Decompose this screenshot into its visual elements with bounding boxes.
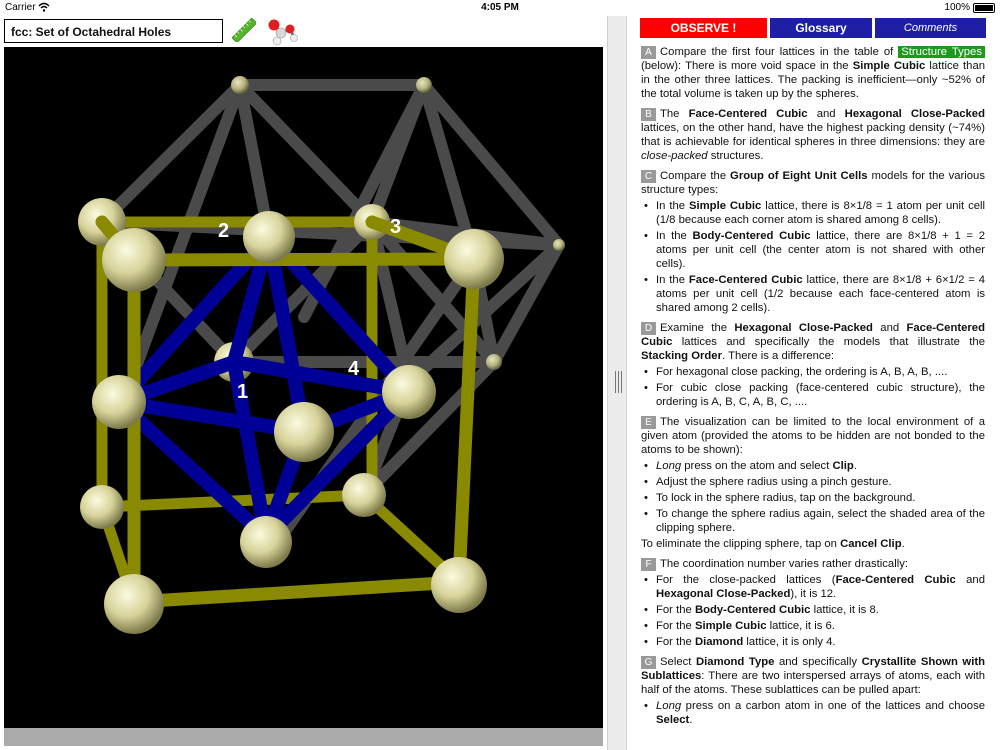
- tag-f: F: [641, 558, 656, 571]
- hole-label-4: 4: [348, 358, 360, 380]
- list-item: • Adjust the sphere radius using a pinch gesture.: [641, 475, 985, 489]
- hole-label-3: 3: [390, 216, 402, 238]
- carrier-label: Carrier: [5, 2, 36, 13]
- molecule-icon[interactable]: [264, 17, 298, 47]
- list-item: • For the Simple Cubic lattice, it is 6.: [641, 619, 985, 633]
- lattice-model[interactable]: [4, 47, 603, 728]
- list-item: • For cubic close packing (face-centered cubic structure), the ordering is A, B, C, A, B, C, ....: [641, 381, 985, 409]
- 3d-viewport[interactable]: [4, 47, 603, 728]
- glossary-button[interactable]: Glossary: [770, 18, 872, 38]
- hole-label-1: 1: [237, 381, 249, 403]
- nav-buttons: [640, 18, 986, 38]
- paragraph-a: A Compare the first four lattices in the table of Structure Types (below): There is more void space in the Simple Cubic lattice than in the other three lattices. The packing is inefficient—only ~52% of the total volume is taken up by the spheres.: [641, 46, 986, 100]
- list-item: • In the Body-Centered Cubic lattice, there are 8×1/8 + 1 = 2 atoms per unit cell (the center atom is not shared with other cells).: [641, 229, 985, 271]
- tag-a: A: [641, 46, 656, 59]
- observe-button[interactable]: OBSERVE !: [640, 18, 767, 38]
- tag-d: D: [641, 322, 656, 335]
- structure-types-link[interactable]: Structure Types: [898, 46, 985, 58]
- list-item: • In the Simple Cubic lattice, there is 8×1/8 = 1 atom per unit cell (1/8 because each corner atom is shared among 8 cells).: [641, 199, 985, 227]
- split-divider[interactable]: [607, 16, 627, 750]
- paragraph-g: G Select Diamond Type and specifically Crystallite Shown with Sublattices: There are two interspersed arrays of atoms, each with half of the atoms. These sublattices can be pulled apart: • Long press on a carbon atom in one of the lattices and choose Select.: [641, 655, 985, 727]
- list-item: • For hexagonal close packing, the ordering is A, B, A, B, ....: [641, 365, 985, 379]
- list-item: • For the Body-Centered Cubic lattice, it is 8.: [641, 603, 985, 617]
- tag-e: E: [641, 416, 656, 429]
- paragraph-b: B The Face-Centered Cubic and Hexagonal Close-Packed lattices, on the other hand, have the highest packing density (~74%) that is achievable for identical spheres in three dimensions: they are close-packed structures.: [641, 108, 985, 162]
- list-item: • For the Diamond lattice, it is only 4.: [641, 635, 985, 649]
- tag-c: C: [641, 170, 656, 183]
- observe-content: [641, 45, 985, 733]
- tag-g: G: [641, 656, 656, 669]
- tag-b: B: [641, 108, 656, 121]
- viewer-pane: [0, 16, 607, 750]
- list-item: • To change the sphere radius again, select the shaded area of the clipping sphere.: [641, 507, 985, 535]
- paragraph-c: C Compare the Group of Eight Unit Cells models for the various structure types: • In the Simple Cubic lattice, there is 8×1/8 = 1 atom per unit cell (1/8 because each corner atom is shared among 8 cells). • In the Body-Centered Cubic lattice, there are 8×1/8 + 1 = 2 atoms per unit cell (the center atom is not shared with other cells). • In the Face-Centered Cubic lattice, there are 8×1/8 + 6×1/2 = 4 atoms per unit cell (1/2 because each face-centered atom is shared among 2 cells).: [641, 169, 985, 315]
- paragraph-d: D Examine the Hexagonal Close-Packed and Face-Centered Cubic lattices and specifically the models that illustrate the Stacking Order. There is a difference: • For hexagonal close packing, the ordering is A, B, A, B, .... • For cubic close packing (face-centered cubic structure), the ordering is A, B, C, A, B, C, ....: [641, 321, 985, 409]
- ruler-icon[interactable]: [232, 18, 256, 42]
- battery-percent: 100%: [944, 2, 970, 13]
- grip-icon[interactable]: [613, 371, 623, 393]
- model-title[interactable]: fcc: Set of Octahedral Holes: [4, 19, 223, 43]
- info-pane: [628, 16, 1000, 750]
- list-item: • To lock in the sphere radius, tap on the background.: [641, 491, 985, 505]
- list-item: • For the close-packed lattices (Face-Centered Cubic and Hexagonal Close-Packed), it is 12.: [641, 573, 985, 601]
- list-item: • In the Face-Centered Cubic lattice, there are 8×1/8 + 6×1/2 = 4 atoms per unit cell (1/2 because each face-centered atom is shared among 2 cells).: [641, 273, 985, 315]
- battery-icon: [973, 3, 995, 13]
- list-item: • Long press on the atom and select Clip.: [641, 459, 985, 473]
- list-item: • Long press on a carbon atom in one of the lattices and choose Select.: [641, 699, 985, 727]
- clock: 4:05 PM: [481, 2, 519, 13]
- comments-button[interactable]: Comments: [875, 18, 986, 38]
- bottom-strip: [4, 728, 603, 746]
- hole-label-2: 2: [218, 220, 230, 242]
- paragraph-e: E The visualization can be limited to the local environment of a given atom (provided the atoms to be hidden are not bonded to the atoms to be shown): • Long press on the atom and select Clip. • Adjust the sphere radius using a pinch gesture. • To lock in the sphere radius, tap on the background. • To change the sphere radius again, select the shaded area of the clipping sphere. To eliminate the clipping sphere, tap on Cancel Clip.: [641, 415, 985, 551]
- status-bar: [0, 0, 1000, 16]
- clip-note: To eliminate the clipping sphere, tap on Cancel Clip.: [641, 538, 905, 550]
- paragraph-f: F The coordination number varies rather drastically: • For the close-packed lattices (Face-Centered Cubic and Hexagonal Close-Packed), it is 12. • For the Body-Centered Cubic lattice, it is 8. • For the Simple Cubic lattice, it is 6. • For the Diamond lattice, it is only 4.: [641, 557, 985, 649]
